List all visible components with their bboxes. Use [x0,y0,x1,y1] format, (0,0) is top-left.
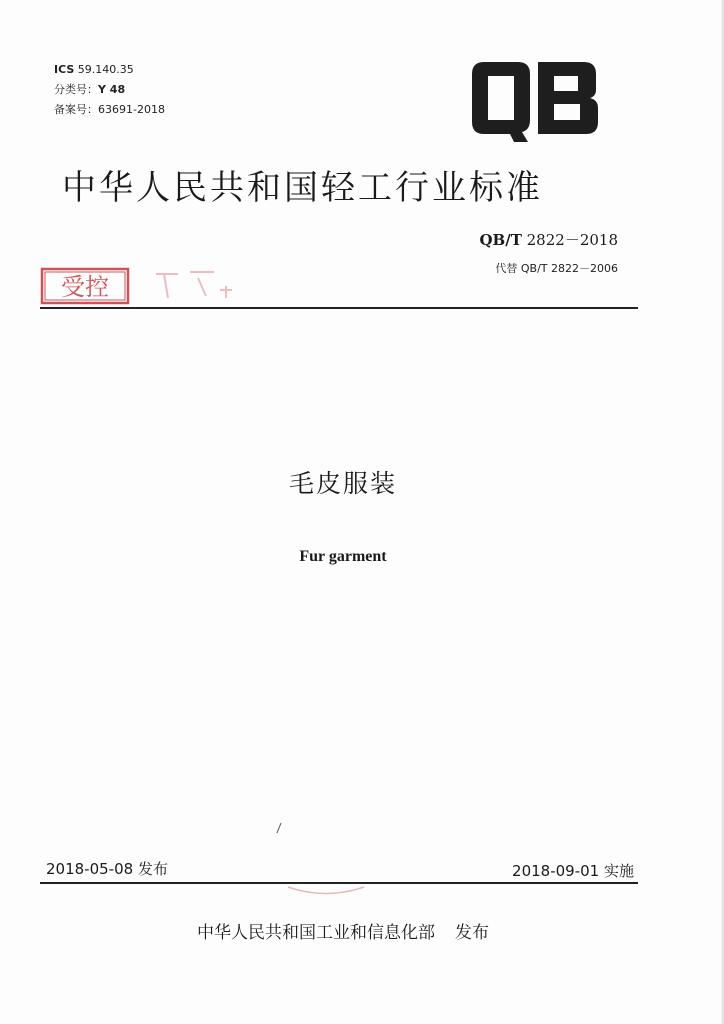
document-title-chinese: 毛皮服装 [288,469,397,498]
record-number-row [54,100,165,120]
ics-value: 59.140.35 [77,63,134,76]
standard-year-number: 2822－2018 [526,231,618,249]
standard-code: QB/T [479,231,522,249]
class-number-value: Y 48 [98,83,126,96]
qb-logo [466,60,602,144]
class-number-row [54,80,165,100]
header-divider [40,307,638,309]
class-number-label: 分类号： [54,83,98,96]
replaces-line [495,260,618,276]
seal-arc-residue [286,884,366,900]
implementation-date: 2018-09-01 实施 [512,862,634,880]
record-number-value: 63691-2018 [98,103,165,116]
controlled-stamp-text: 受控 [61,273,109,301]
document-title-english: Fur garment [299,548,387,565]
issuing-authority [0,918,686,943]
ics-row [54,60,165,80]
issuer-name: 中华人民共和国工业和信息化部 [197,923,435,943]
scan-artifact-mark [276,822,282,834]
standard-number [479,229,618,250]
faint-stamp-residue [150,264,240,304]
controlled-stamp [40,266,130,306]
issuer-suffix: 发布 [455,923,489,943]
ics-label: ICS [54,63,75,76]
controlled-stamp-mark [40,266,130,306]
replaces-value: QB/T 2822－2006 [520,262,618,275]
replaces-label: 代替 [495,262,518,275]
faint-stamp-shape [150,264,240,304]
publish-date: 2018-05-08 发布 [46,860,168,878]
qb-logo-mark [466,60,602,144]
record-number-label: 备案号： [54,103,98,116]
classification-block [54,60,165,120]
industry-standard-title: 中华人民共和国轻工行业标准 [62,168,543,208]
